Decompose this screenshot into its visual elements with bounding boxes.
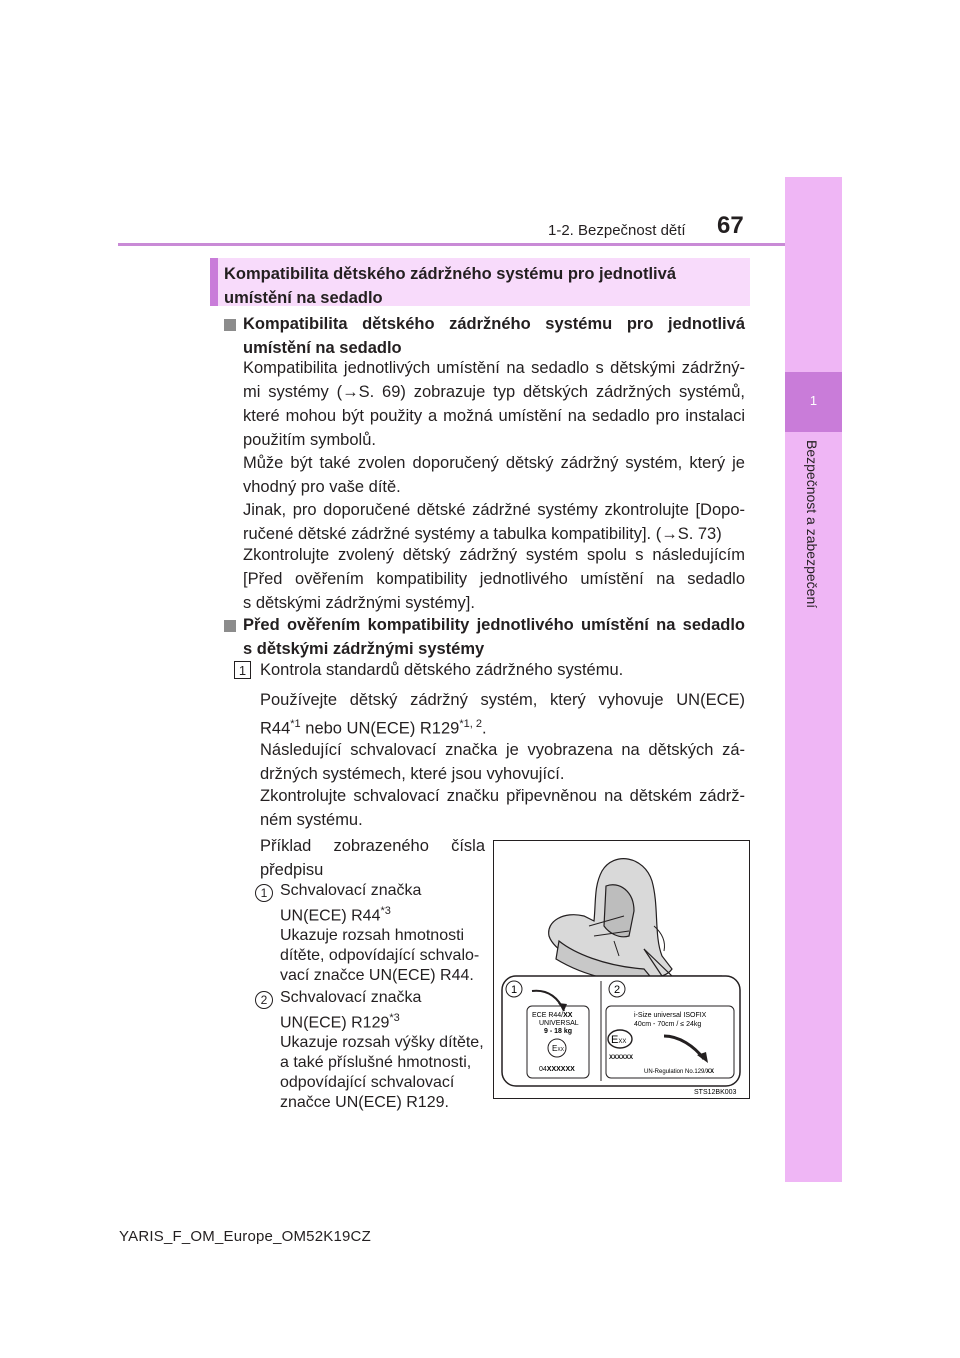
section-heading: Kompatibilita dětského zádržného systému pro jednotlivá umístění na sedadlo [243,315,745,357]
r44-e-mark: EXX [552,1044,565,1053]
item-description: Schvalovací značka UN(ECE) R44$^{*3}$ Ukazuje rozsah hmotnosti dítěte, odpovídající schvalo- vací značce UN(ECE) R44. [280,882,480,985]
item-number-circle: 2 [255,991,273,1009]
figure-label-1: 1 [510,984,518,996]
paragraph: Zkontrolujte schvalovací značku připevněnou na dětském zádrž- ném systému. [260,787,745,829]
chapter-tab [785,177,842,1182]
r129-line1: i-Size universal ISOFIX [634,1012,707,1019]
title-box-text [224,262,739,310]
title-line-2: umístění na sedadlo [224,289,383,307]
bullet-square-icon [224,620,236,632]
footer [0,1228,960,1245]
r44-line2: UNIVERSAL [539,1020,579,1027]
r44-line1: ECE R44/XX [532,1012,573,1019]
example-caption: Příklad zobrazeného čísla předpisu [260,837,485,879]
page-number: 67 [717,212,744,239]
paragraph: Jinak, pro doporučené dětské zádržné systémy zkontrolujte [Dopo- ručené dětské zádržné systémy a tabulka kompatibility]. (→S. 73) [243,501,745,543]
r44-line3: 9 - 18 kg [544,1028,573,1035]
section-heading: Před ověřením kompatibility jednotlivého umístění na sedadlo s dětskými zádržnými systémy [243,616,745,658]
section-header: 1-2. Bezpečnost dětí [548,222,686,239]
chapter-title: Bezpečnost a zabezpečení [804,440,820,609]
r129-code: XXXXXX [609,1055,634,1061]
step-text: Kontrola standardů dětského zádržného systému. [260,661,624,679]
item-number-circle: 1 [255,884,273,902]
bullet-square-icon [224,319,236,331]
r129-line2: 40cm - 70cm / ≤ 24kg [634,1021,702,1028]
item-description: Schvalovací značka UN(ECE) R129$^{*3}$ Ukazuje rozsah výšky dítěte, a také příslušné hmotnosti, odpovídající schvalovací značce UN(ECE) R129. [280,989,484,1112]
document-code: YARIS_F_OM_Europe_OM52K19CZ [119,1228,371,1245]
paragraph: Následující schvalovací značka je vyobrazena na dětských zá- držných systémech, které jsou vyhovující. [260,741,745,783]
approval-label-figure [493,840,750,1099]
r44-code: 04XXXXXX [539,1066,575,1073]
child-seat-illustration [494,841,749,1098]
title-line-1: Kompatibilita dětského zádržného systému pro jednotlivá [224,265,676,283]
r129-regulation: UN-Regulation No.129/XX [644,1069,715,1075]
figure-code: STS12BK003 [694,1089,737,1096]
paragraph: Zkontrolujte zvolený dětský zádržný systém spolu s následujícím [Před ověřením kompatibility jednotlivého umístění na sedadlo s dětskými zádržnými systémy]. [243,546,745,612]
paragraph: Používejte dětský zádržný systém, který vyhovuje UN(ECE) R44$^{*1}$ nebo UN(ECE) R129$^{*1, 2}$. [260,691,745,738]
paragraph: Může být také zvolen doporučený dětský zádržný systém, který je vhodný pro vaše dítě. [243,454,745,496]
r129-e-mark: EXX [611,1034,627,1046]
chapter-number: 1 [809,393,818,408]
figure-label-2: 2 [613,984,621,996]
step-number-badge: 1 [234,661,251,679]
header-rule [118,243,785,246]
paragraph: Kompatibilita jednotlivých umístění na sedadlo s dětskými zádržný- mi systémy (→S. 69) zobrazuje typ dětských zádržných systémů, které mohou být použity a možná umístění na sedadlo pro instalaci použitím symbolů. [243,359,745,449]
